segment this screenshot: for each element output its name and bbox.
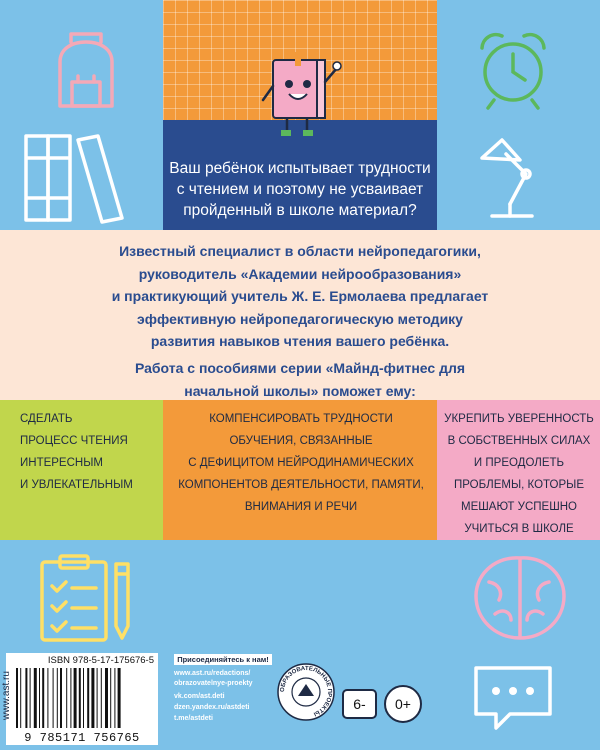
alarm-clock-icon — [468, 24, 558, 114]
backpack-icon — [38, 20, 134, 116]
intro-line: эффективную нейропедагогическую методику — [137, 310, 463, 327]
question-line: Ваш ребёнок испытывает трудности — [169, 160, 431, 177]
question-text — [163, 158, 437, 221]
goal-line: СДЕЛАТЬ — [20, 413, 73, 425]
intro-line: Известный специалист в области нейропедагогики, — [119, 243, 481, 259]
join-link[interactable]: www.ast.ru/redactions/ — [174, 670, 251, 677]
book-mascot-icon — [255, 46, 350, 141]
intro-line: развития навыков чтения вашего ребёнка. — [150, 333, 450, 349]
join-link-vk[interactable]: vk.com/ast.deti — [174, 693, 225, 700]
goal-line: КОМПЕНСИРОВАТЬ ТРУДНОСТИ — [209, 413, 393, 425]
goal-line: УКРЕПИТЬ УВЕРЕННОСТЬ — [444, 413, 594, 425]
goal-line: МЕШАЮТ УСПЕШНО — [461, 501, 577, 513]
goal-1-text — [20, 408, 160, 496]
join-title: Присоединяйтесь к нам! — [174, 654, 272, 665]
intro-line: руководитель «Академии нейрообразования» — [138, 265, 462, 282]
goal-3-text — [444, 408, 594, 540]
intro-text — [40, 240, 560, 353]
goal-2-text — [172, 408, 430, 518]
intro-line: и практикующий учитель Ж. Е. Ермолаева предлагает — [111, 288, 489, 304]
goal-line: ВНИМАНИЯ И РЕЧИ — [244, 501, 358, 513]
clipboard-icon — [36, 552, 136, 644]
series-line: начальной школы» поможет ему: — [184, 382, 416, 399]
goal-line: С ДЕФИЦИТОМ НЕЙРОДИНАМИЧЕСКИХ — [188, 457, 414, 469]
goal-line: ИНТЕРЕСНЫМ — [20, 457, 103, 469]
join-link-dzen[interactable]: dzen.yandex.ru/astdeti — [174, 704, 250, 711]
goal-line: КОМПОНЕНТОВ ДЕЯТЕЛЬНОСТИ, ПАМЯТИ, — [178, 479, 424, 491]
goal-line: В СОБСТВЕННЫХ СИЛАХ — [447, 435, 591, 447]
barcode-icon — [14, 668, 150, 730]
svg-text:ОБРАЗОВАТЕЛЬНЫЕ ПРОЕКТЫ: ОБРАЗОВАТЕЛЬНЫЕ ПРОЕКТЫ — [279, 665, 333, 717]
age-rating-0: 0+ — [384, 685, 422, 723]
goal-line: ОБУЧЕНИЯ, СВЯЗАННЫЕ — [229, 435, 373, 447]
series-line: Работа с пособиями серии «Майнд-фитнес для — [134, 360, 466, 376]
books-icon — [20, 128, 130, 226]
age-rating-6: 6- — [342, 689, 377, 719]
desk-lamp-icon — [462, 128, 582, 224]
goal-line: УЧИТЬСЯ В ШКОЛЕ — [464, 523, 574, 535]
question-line: пройденный в школе материал? — [183, 202, 417, 219]
brain-icon — [465, 548, 575, 648]
join-link-telegram[interactable]: t.me/astdeti — [174, 715, 213, 722]
isbn-label: ISBN 978-5-17-175676-5 — [47, 655, 154, 666]
ean-number: 9 785171 756765 — [24, 731, 140, 745]
ast-site-label: www.ast.ru — [1, 671, 12, 720]
pencil-icon — [116, 564, 128, 638]
goal-line: И ПРЕОДОЛЕТЬ — [473, 457, 565, 469]
seal-icon — [276, 662, 336, 722]
series-text — [40, 357, 560, 402]
goal-line: И УВЛЕКАТЕЛЬНЫМ — [20, 479, 133, 491]
join-link[interactable]: obrazovatelnye-proekty — [174, 680, 253, 687]
chat-bubble-icon — [468, 660, 558, 740]
question-line: с чтением и поэтому не усваивает — [176, 181, 424, 198]
goal-line: ПРОБЛЕМЫ, КОТОРЫЕ — [453, 479, 585, 491]
goal-line: ПРОЦЕСС ЧТЕНИЯ — [20, 435, 128, 447]
